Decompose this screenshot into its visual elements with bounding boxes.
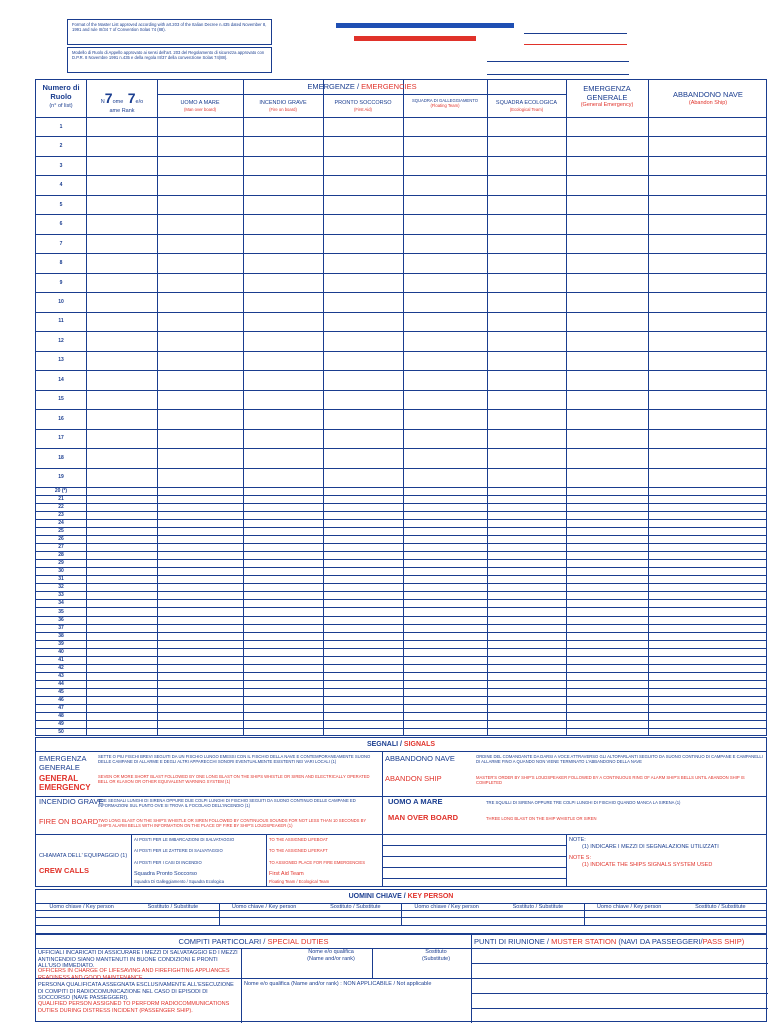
- note-it-text: (1) INDICARE I MEZZI DI SEGNALAZIONE UTILIZZATI: [582, 844, 719, 850]
- radio-it: PERSONA QUALIFICATA ASSEGNATA ESCLUSIVAMENTE ALL'ESECUZIONE DI COMPITI DI RADIOCOMUNICAZIONE NEL CASO DI EPISODI DI SOCCORSO (NAVE PASSEGGERI).: [38, 982, 234, 1001]
- note-en: NOTE S:: [569, 855, 592, 861]
- row-divider: [36, 156, 766, 157]
- row-number: 34: [58, 600, 64, 607]
- fire-text-en: TWO LONG BLAST ON THE SHIP'S WHISTLE OR SIREN FOLLOWED BY CONTINUOUS SOUNDS FOR NOT LESS THAN 10 SECONDS BY SHIP'S ALARM BELLS WITH INFORMATION ON THE PLACE OF FIRE BY SHIP'S LOUDSPEAKER (1): [98, 818, 367, 828]
- general-emergency-text-it: SETTE O PIU FISCHI BREVI SEGUITI DA UN FISCHIO LUNGO EMESSI CON IL FISCHIO DELLA NAVE E CONTEMPORANEAMENTE SUONO DELLE CAMPANE DI ALLARME E DEGLI ALTRI APPARECCHI SONORI EVENTUALMENTE ESISTENTI NEI VARI LOCALI (1): [98, 754, 371, 764]
- row-divider: [36, 656, 766, 657]
- row-divider: [36, 468, 766, 469]
- fire-label-en: FIRE ON BOARD: [39, 817, 99, 826]
- col-fire: INCENDIO GRAVE (Fire on board): [259, 100, 307, 112]
- row-divider: [36, 234, 766, 235]
- crew-call-lifeboat: AI POSTI PER LE IMBARCAZIONI DI SALVATAGGIO: [134, 837, 235, 842]
- row-divider: [36, 648, 766, 649]
- row-number: 6: [59, 221, 63, 228]
- row-number: 49: [58, 720, 64, 727]
- row-divider: [36, 253, 766, 254]
- officers-it: UFFICIALI INCARICATI DI ASSICURARE I MEZZI DI SALVATAGGIO ED I MEZZI ANTINCENDIO SIANO MANTENUTI IN BUONE CONDIZIONI E PRONTI ALL'USO IMMEDIATO.: [38, 950, 238, 969]
- row-number: 36: [58, 616, 64, 623]
- row-divider: [36, 607, 766, 608]
- row-number: 17: [58, 435, 64, 442]
- key-person-col: Sostituto / Substitute: [512, 904, 564, 910]
- row-number: 44: [58, 680, 64, 687]
- row-divider: [36, 543, 766, 544]
- row-divider: [36, 567, 766, 568]
- row-divider: [36, 551, 766, 552]
- signals-title: SEGNALI / SIGNALS: [366, 741, 436, 748]
- row-number: 31: [58, 576, 64, 583]
- radio-en: QUALIFIED PERSON ASSIGNED TO PERFORM RADIOCOMMUNICATIONS DUTIES DURING DISTRESS INCIDENT (PASSENGER SHIP).: [38, 1001, 230, 1014]
- crew-call-liferaft-en: TO THE ASSIGNED LIFERAFT: [269, 848, 328, 853]
- header-blue-line-3: [487, 74, 629, 75]
- header-red-bar: [354, 36, 476, 41]
- crew-calls-label-en: CREW CALLS: [39, 866, 89, 875]
- general-emergency-text-en: SEVEN OR MORE SHORT BLAST FOLLOWED BY ONE LONG BLAST ON THE SHIPS WHISTLE OR SIREN AND ELECTRICALLY OPERATED BELL OR KLAXON OR OTHER EQUIVALENT WARNING SYSTEM (1): [98, 774, 370, 784]
- row-divider: [36, 575, 766, 576]
- key-person-col: Sostituto / Substitute: [695, 904, 746, 910]
- row-number: 28: [58, 552, 64, 559]
- row-number: 8: [59, 260, 63, 267]
- row-number: 12: [58, 337, 64, 344]
- col-number-header: Numero di Ruolo (n° of list): [42, 83, 80, 109]
- row-number: 4: [59, 182, 63, 189]
- emergencies-title: EMERGENZE / EMERGENCIES: [307, 82, 417, 91]
- row-divider: [36, 624, 766, 625]
- special-duties-section: [35, 934, 767, 1022]
- note-it: NOTE:: [569, 837, 586, 843]
- row-divider: [36, 680, 766, 681]
- row-divider: [36, 292, 766, 293]
- signals-section: [35, 737, 767, 887]
- row-divider: [36, 331, 766, 332]
- header-blue-line-1: [524, 33, 627, 34]
- crew-call-first-aid: Squadra Pronto Soccorso: [134, 871, 197, 877]
- row-divider: [36, 175, 766, 176]
- key-person-col: Uomo chiave / Key person: [49, 904, 114, 910]
- row-divider: [36, 370, 766, 371]
- row-number: 23: [58, 512, 64, 519]
- general-emergency-label: EMERGENZA GENERALE: [39, 754, 87, 772]
- key-person-section: [35, 889, 767, 934]
- row-divider: [36, 214, 766, 215]
- col-general-emergency: EMERGENZA GENERALE (General Emergency): [580, 84, 634, 108]
- crew-call-fire: AI POSTI PER I CASI DI INCENDIO: [134, 860, 202, 865]
- row-number: 10: [58, 299, 64, 305]
- crew-call-liferaft: AI POSTI PER LE ZATTERE DI SALVATAGGIO: [134, 848, 223, 853]
- row-divider: [36, 351, 766, 352]
- row-number: 13: [58, 357, 64, 364]
- row-divider: [36, 688, 766, 689]
- crew-call-lifeboat-en: TO THE ASSIGNED LIFEBOAT: [269, 837, 328, 842]
- abandon-ship-text-it: ORDINE DEL COMANDANTE DA DARSI A VOCE ATTRAVERSO GLI ALTOPARLANTI SEGUITO DA SUONO CONTINUO DI CAMPANE E CAMPANELLI DI ALLARME FINO A QUANDO NON VIENE TERMINATO L'ABBANDONO DELLA NAVE: [476, 754, 763, 764]
- row-number: 9: [59, 279, 63, 286]
- row-number: 21: [58, 496, 64, 503]
- row-number: 47: [58, 704, 64, 711]
- header-red-line: [524, 44, 627, 45]
- row-number: 3: [59, 162, 63, 169]
- row-number: 29: [58, 560, 64, 567]
- abandon-ship-label: ABBANDONO NAVE: [385, 754, 455, 763]
- officers-en: OFFICERS IN CHARGE OF LIFESAVING AND FIREFIGHTING APPLIANCES READINESS AND GOOD MAINTENANCE.: [38, 968, 230, 981]
- key-person-title: UOMINI CHIAVE / KEY PERSON: [348, 893, 454, 900]
- row-number: 20 (*): [54, 488, 68, 495]
- row-number: 19: [58, 474, 64, 481]
- header-blue-line-2: [487, 61, 629, 62]
- row-number: 5: [59, 201, 63, 208]
- row-divider: [36, 672, 766, 673]
- row-divider: [36, 312, 766, 313]
- row-divider: [36, 495, 766, 496]
- row-number: 16: [58, 415, 64, 422]
- row-divider: [36, 487, 766, 488]
- man-overboard-label-en: MAN OVER BOARD: [388, 813, 459, 822]
- man-overboard-text-it: TRE SQUILLI DI SIRENA OPPURE TRE COLPI LUNGHI DI FISCHIO QUANDO MANCA LA SIRENA (1): [486, 800, 681, 805]
- row-divider: [36, 409, 766, 410]
- row-number: 25: [58, 528, 64, 535]
- row-number: 27: [58, 544, 64, 551]
- duties-sub-col: Sostituto (Substitute): [421, 949, 451, 962]
- crew-call-first-aid-en: First Aid Team: [269, 871, 304, 877]
- row-number: 26: [58, 536, 64, 543]
- row-divider: [36, 599, 766, 600]
- row-divider: [36, 448, 766, 449]
- row-number: 2: [59, 143, 63, 150]
- row-divider: [36, 712, 766, 713]
- row-divider: [36, 273, 766, 274]
- special-duties-title: COMPITI PARTICOLARI / SPECIAL DUTIES: [178, 937, 329, 946]
- row-number: 18: [58, 454, 64, 461]
- row-divider: [36, 632, 766, 633]
- col-first-aid: PRONTO SOCCORSO (First Aid): [334, 100, 392, 112]
- row-number: 41: [58, 656, 64, 663]
- key-person-col: Uomo chiave / Key person: [231, 904, 297, 910]
- row-divider: [36, 640, 766, 641]
- crew-calls-label: CHIAMATA DELL' EQUIPAGGIO (1): [39, 853, 128, 859]
- row-number: 42: [58, 664, 64, 671]
- row-number: 37: [58, 624, 64, 631]
- row-number: 7: [59, 240, 63, 247]
- row-number: 40: [58, 648, 64, 655]
- row-number: 48: [58, 712, 64, 719]
- row-divider: [36, 704, 766, 705]
- row-number: 22: [58, 504, 64, 511]
- key-person-col: Uomo chiave / Key person: [414, 904, 479, 910]
- crew-call-floating: Squadra Di Galleggiamento / Squadra Ecologica: [134, 879, 225, 884]
- row-number: 35: [58, 608, 64, 615]
- row-number: 39: [58, 640, 64, 647]
- row-divider: [36, 616, 766, 617]
- header-note-italian-text: Modello di Ruolo di Appello approvato ai sensi dell'art. 203 del Regolamento di sicurezza approvato con D.P.R. 8 Novembre 1991 n.435 e della regola III/37 della convenzione Solas 74(88).: [72, 50, 265, 60]
- row-divider: [36, 136, 766, 137]
- row-number: 33: [58, 592, 64, 599]
- key-person-col: Sostituto / Substitute: [147, 904, 199, 910]
- row-number: 1: [59, 123, 63, 130]
- header-blue-bar: [336, 23, 514, 28]
- row-divider: [36, 195, 766, 196]
- row-divider: [36, 720, 766, 721]
- row-number: 50: [58, 728, 64, 735]
- not-applicable: Nome e/o qualifica (Name and/or rank) : NON APPLICABILE / Not applicable: [244, 981, 432, 987]
- row-divider: [36, 535, 766, 536]
- note-en-text: (1) INDICATE THE SHIPS SIGNALS SYSTEM USED: [582, 862, 713, 868]
- header-note-italian: [67, 47, 272, 73]
- man-overboard-label: UOMO A MARE: [388, 797, 443, 806]
- col-floating-team: SQUADRA DI GALLEGGIAMENTO (Floating Team): [411, 98, 478, 108]
- row-divider: [36, 503, 766, 504]
- row-number: 46: [58, 696, 64, 703]
- abandon-ship-text-en: MASTER'S ORDER BY SHIP'S LOUDSPEAKER FOLLOWED BY A CONTINUOUS RING OF ALARM SHIP'S BELLS UNTIL ABANDON SHIP IS COMPLETED: [476, 775, 745, 785]
- row-number: 15: [58, 396, 64, 403]
- header-note-english-text: Format of the Master List approved according with art.203 of the Italian Decree n.435 dated November 8, 1991 and rule III/34 7 of Convention Solas 74 (88).: [72, 22, 267, 32]
- muster-station-title: PUNTI DI RIUNIONE / MUSTER STATION (NAVI DA PASSEGGERI/PASS SHIP): [474, 937, 745, 946]
- key-person-col: Sostituto / Substitute: [330, 904, 381, 910]
- muster-table: [35, 79, 767, 736]
- row-number: 14: [58, 376, 64, 383]
- col-ecological-team: SQUADRA ECOLOGICA (Ecological Team): [495, 100, 558, 112]
- row-divider: [36, 728, 766, 729]
- crew-call-floating-en: Floating Team / Ecological Team: [269, 879, 330, 884]
- row-divider: [36, 559, 766, 560]
- row-number: 30: [58, 568, 64, 575]
- man-overboard-text-en: THREE LONG BLAST ON THE SHIP WHISTLE OR SIREN: [486, 816, 597, 821]
- row-divider: [36, 664, 766, 665]
- row-number: 43: [58, 672, 64, 679]
- row-divider: [36, 583, 766, 584]
- row-number: 11: [58, 318, 64, 325]
- row-divider: [36, 519, 766, 520]
- col-abandon-ship: ABBANDONO NAVE (Abandon Ship): [673, 90, 743, 106]
- header-note-english: [67, 19, 272, 45]
- row-divider: [36, 390, 766, 391]
- duties-name-col: Nome e/o qualifica (Name and/or rank): [307, 949, 355, 962]
- row-number: 45: [58, 688, 64, 695]
- crew-call-fire-en: TO ASSIGNED PLACE FOR FIRE EMERGENCIES: [269, 860, 366, 865]
- col-name-header: N7ome 7e/o ame Rank: [100, 90, 144, 114]
- row-divider: [36, 429, 766, 430]
- row-number: 24: [58, 520, 64, 527]
- row-divider: [36, 696, 766, 697]
- fire-text-it: DUE SEGNALI LUNGHI DI SIRENA OPPURE DUE COLPI LUNGHI DI FISCHIO SEGUITI DA SUONO CONTINUO DELLE CAMPANE ED INFORMAZIONI SUL PUNTO OVE SI TROVA IL FOCOLAIO DELL'INCENDIO (1): [98, 798, 356, 808]
- abandon-ship-label-en: ABANDON SHIP: [385, 774, 442, 783]
- row-number: 38: [58, 632, 64, 639]
- row-number: 32: [58, 584, 64, 591]
- general-emergency-label-en: GENERAL EMERGENCY: [39, 774, 91, 792]
- row-divider: [36, 511, 766, 512]
- col-man-overboard: UOMO A MARE (Man over board): [180, 100, 220, 112]
- key-person-col: Uomo chiave / Key person: [596, 904, 662, 910]
- fire-label: INCENDIO GRAVE: [39, 797, 104, 806]
- row-divider: [36, 527, 766, 528]
- row-divider: [36, 591, 766, 592]
